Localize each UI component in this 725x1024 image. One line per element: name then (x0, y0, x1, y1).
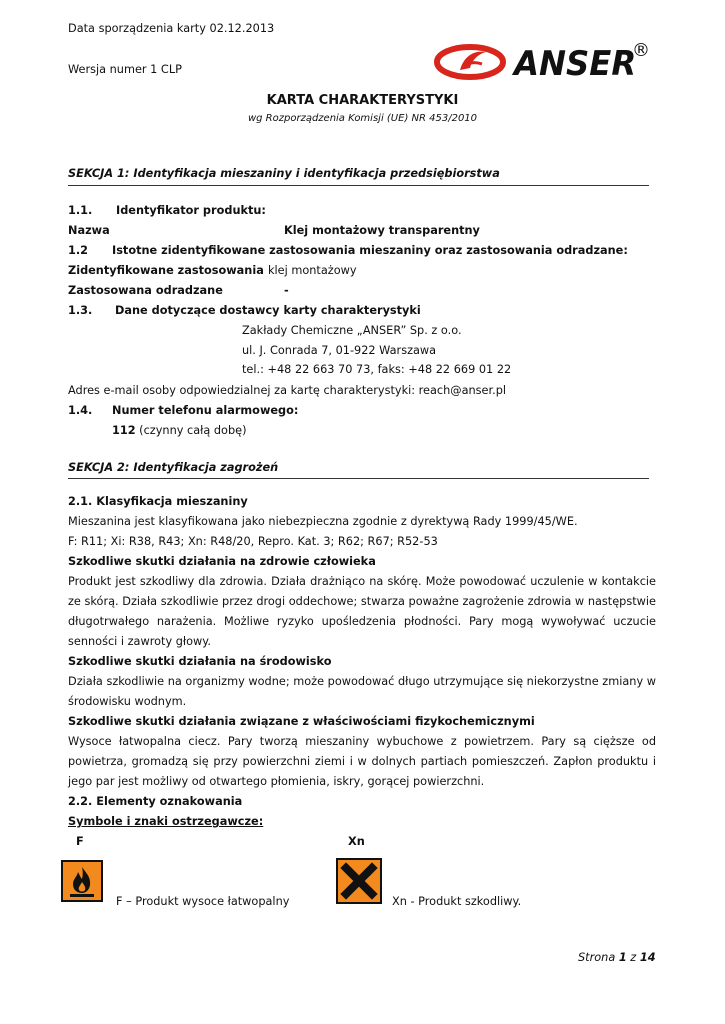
emergency-note: (czynny całą dobę) (135, 424, 247, 437)
s11-number: 1.1. (68, 204, 93, 217)
logo-wordmark: ANSER (514, 44, 637, 84)
divider (68, 478, 649, 479)
page-total: 14 (639, 951, 656, 964)
creation-date: Data sporządzenia karty 02.12.2013 (68, 22, 275, 35)
emergency-number: 112 (112, 424, 136, 437)
risk-codes: F: R11; Xi: R38, R43; Xn: R48/20, Repro. Kat. 3; R62; R67; R52-53 (68, 535, 438, 548)
anser-logo-emblem-icon (434, 42, 514, 82)
cross-hazard-icon (336, 858, 374, 896)
env-effects-text: Działa szkodliwie na organizmy wodne; może powodować długo utrzymujące się niekorzystne zmiany w środowisku wodnym. (68, 675, 656, 708)
divider (68, 185, 649, 186)
page-current: 1 (618, 951, 627, 964)
s14-title: Numer telefonu alarmowego: (112, 404, 299, 417)
anser-logo (434, 42, 658, 82)
phys-effects-text: Wysoce łatwopalna ciecz. Pary tworzą mieszaniny wybuchowe z powietrzem. Pary są cięższe od powietrza, gromadzą się przy powierzchni ziemi i w dolnych partiach pomieszczeń. Zapłon produktu i jego par jest możliwy od otwartego płomienia, iskry, gorącej powierzchni. (68, 735, 656, 788)
flame-hazard-icon (61, 860, 99, 898)
company-phone: tel.: +48 22 663 70 73, faks: +48 22 669 01 22 (242, 363, 512, 376)
classification-text: Mieszanina jest klasyfikowana jako niebezpieczna zgodnie z dyrektywą Rady 1999/45/WE. (68, 515, 578, 528)
s13-title: Dane dotyczące dostawcy karty charakterystyki (115, 304, 421, 317)
symbols-title (68, 815, 263, 828)
phys-effects-title: Szkodliwe skutki działania związane z właściwościami fizykochemicznymi (68, 715, 535, 728)
page-number (578, 951, 656, 964)
section-1-heading: SEKCJA 1: Identyfikacja mieszaniny i identyfikacja przedsiębiorstwa (68, 167, 500, 180)
health-effects-text: Produkt jest szkodliwy dla zdrowia. Działa drażniąco na skórę. Może powodować uczulenie w kontakcie ze skórą. Działa szkodliwie przez drogi oddechowe; stwarza poważne zagrożenie zdrowia w następstwie długotrwałego narażenia. Możliwe ryzyko upośledzenia płodności. Pary mogą wywoływać uczucie senności i zawroty głowy. (68, 575, 656, 648)
email-line: Adres e-mail osoby odpowiedzialnej za kartę charakterystyki: reach@anser.pl (68, 384, 507, 397)
s12-number: 1.2 (68, 244, 89, 257)
s21-title: 2.1. Klasyfikacja mieszaniny (68, 495, 248, 508)
section-2-heading: SEKCJA 2: Identyfikacja zagrożeń (68, 461, 279, 474)
symbol-xn-label: Xn (348, 835, 365, 848)
identified-uses-value: klej montażowy (268, 264, 357, 277)
symbol-f-caption: F – Produkt wysoce łatwopalny (116, 895, 290, 908)
registered-mark: ® (632, 40, 650, 61)
s13-number: 1.3. (68, 304, 93, 317)
s11-title: Identyfikator produktu: (116, 204, 266, 217)
emergency-phone (112, 424, 246, 437)
identified-uses-label: Zidentyfikowane zastosowania (68, 264, 264, 277)
symbol-xn-caption: Xn - Produkt szkodliwy. (392, 895, 522, 908)
document-title: KARTA CHARAKTERYSTYKI (266, 93, 459, 108)
s12-title: Istotne zidentyfikowane zastosowania mieszaniny oraz zastosowania odradzane: (112, 244, 628, 257)
discouraged-uses-label: Zastosowana odradzane (68, 284, 223, 297)
version-number: Wersja numer 1 CLP (68, 63, 182, 76)
symbols-title-text: Symbole i znaki ostrzegawcze: (68, 815, 264, 828)
s14-number: 1.4. (68, 404, 93, 417)
health-effects-title: Szkodliwe skutki działania na zdrowie człowieka (68, 555, 376, 568)
page-mid: z (626, 951, 640, 964)
company-address: ul. J. Conrada 7, 01-922 Warszawa (242, 344, 437, 357)
company-name: Zakłady Chemiczne „ANSER” Sp. z o.o. (242, 324, 462, 337)
env-effects-title: Szkodliwe skutki działania na środowisko (68, 655, 332, 668)
discouraged-uses-value: - (284, 284, 289, 297)
name-label: Nazwa (68, 224, 110, 237)
symbol-f-label: F (76, 835, 84, 848)
product-name: Klej montażowy transparentny (284, 224, 480, 237)
s22-title: 2.2. Elementy oznakowania (68, 795, 243, 808)
page-prefix: Strona (578, 951, 619, 964)
document-subtitle: wg Rozporządzenia Komisji (UE) NR 453/2010 (247, 113, 478, 124)
